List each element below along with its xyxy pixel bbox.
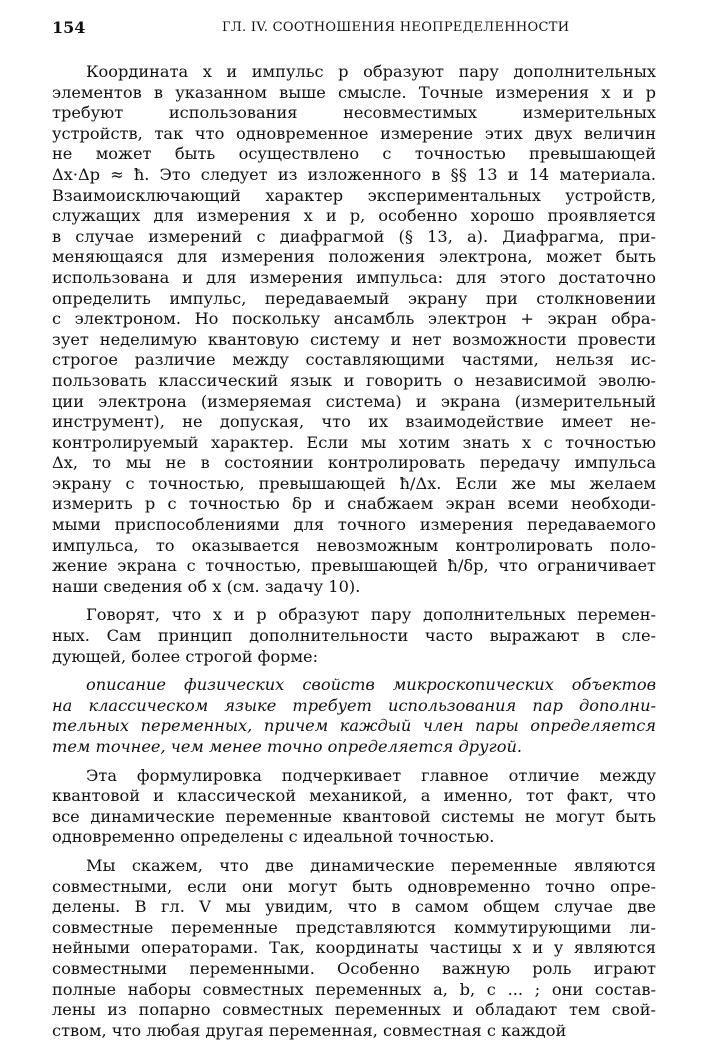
text-line: в случае измерений с диафрагмой (§ 13, а). Диафрагма, при-	[52, 226, 656, 246]
text-line: пользовать классический язык и говорить о независимой эволю-	[52, 370, 656, 390]
text-line: служащих для измерения x и p, особенно хорошо проявляется	[52, 206, 656, 226]
text-line: мыми приспособлениями для точного измерения передаваемого	[52, 515, 656, 535]
paragraph	[52, 605, 656, 667]
text-line: нейными операторами. Так, координаты частицы x и y являются	[52, 938, 656, 958]
text-line: использована и для измерения импульса: для этого достаточно	[52, 267, 656, 287]
page-header	[52, 18, 661, 40]
text-line: ством, что любая другая переменная, совместная с каждой	[52, 1020, 567, 1040]
text-line: определить импульс, передаваемый экрану при столкновении	[52, 288, 656, 308]
text-line: Эта формулировка подчеркивает главное отличие между	[86, 765, 656, 785]
text-line: Δx·Δp ≈ ħ. Это следует из изложенного в §§ 13 и 14 материала.	[52, 164, 656, 184]
text-line: совместными, если они могут быть одновременно точно опре-	[52, 876, 656, 896]
text-line: ции электрона (измеряемая система) и экрана (измерительный	[52, 391, 656, 411]
text-line: описание физических свойств микроскопических объектов	[86, 675, 656, 695]
paragraph-gap	[52, 848, 656, 856]
text-line: устройств, так что одновременное измерение этих двух величин	[52, 123, 656, 143]
text-line: жение экрана с точностью, превышающей ħ/δp, что ограничивает	[52, 556, 656, 576]
text-line: контролируемый характер. Если мы хотим знать x с точностью	[52, 432, 656, 452]
text-line: квантовой и классической механикой, а именно, тот факт, что	[52, 786, 656, 806]
text-line: с электроном. Но поскольку ансамбль электрон + экран обра-	[52, 309, 656, 329]
text-line: экрану с точностью, превышающей ħ/Δx. Если же мы желаем	[52, 473, 656, 493]
running-head: ГЛ. IV. СООТНОШЕНИЯ НЕОПРЕДЕЛЕННОСТИ	[222, 20, 570, 35]
text-line: требуют использования несовместимых измерительных	[52, 103, 656, 123]
text-line: делены. В гл. V мы увидим, что в самом общем случае две	[52, 897, 656, 917]
text-line: зует неделимую квантовую систему и нет возможности провести	[52, 329, 656, 349]
paragraph	[52, 856, 656, 1041]
text-line: совместными переменными. Особенно важную роль играют	[52, 958, 656, 978]
text-line: тем точнее, чем менее точно определяется другой.	[52, 737, 523, 756]
text-line: измерить p с точностью δp и снабжаем экран всеми необходи-	[52, 494, 656, 514]
text-line: совместные переменные представляются коммутирующими ли-	[52, 917, 656, 937]
text-line: Говорят, что x и p образуют пару дополнительных перемен-	[86, 605, 656, 625]
body-text	[52, 62, 656, 1041]
page-number: 154	[52, 18, 86, 37]
text-line: на классическом языке требует использования пар дополни-	[52, 695, 656, 715]
paragraph-gap	[52, 758, 656, 766]
text-line: Δx, то мы не в состоянии контролировать передачу импульса	[52, 453, 656, 473]
paragraph	[52, 766, 656, 848]
text-line: Мы скажем, что две динамические переменные являются	[86, 855, 656, 875]
text-line: все динамические переменные квантовой системы не могут быть	[52, 806, 656, 826]
text-line: строгое различие между составляющими частями, нельзя ис-	[52, 350, 656, 370]
text-line: не может быть осуществлено с точностью превышающей	[52, 144, 656, 164]
paragraph	[52, 675, 656, 757]
text-line: полные наборы совместных переменных a, b, c ... ; они состав-	[52, 979, 656, 999]
text-line: лены из попарно совместных переменных и обладают тем свой-	[52, 1000, 656, 1020]
text-line: ных. Сам принцип дополнительности часто выражают в сле-	[52, 626, 656, 646]
paragraph	[52, 62, 656, 597]
text-line: инструмент), не допуская, что их взаимодействие имеет не-	[52, 412, 656, 432]
text-line: одновременно определены с идеальной точностью.	[52, 827, 495, 847]
text-line: Координата x и импульс p образуют пару дополнительных	[86, 62, 656, 81]
text-line: Взаимоисключающий характер экспериментальных устройств,	[52, 185, 656, 205]
text-line: импульса, то оказывается невозможным контролировать поло-	[52, 535, 656, 555]
text-line: наши сведения об x (см. задачу 10).	[52, 576, 361, 596]
text-line: меняющаяся для измерения положения электрона, может быть	[52, 247, 656, 267]
text-line: дующей, более строгой форме:	[52, 646, 319, 666]
paragraph-gap	[52, 597, 656, 605]
text-line: тельных переменных, причем каждый член пары определяется	[52, 716, 656, 736]
text-line: элементов в указанном выше смысле. Точные измерения x и p	[52, 82, 656, 102]
paragraph-gap	[52, 667, 656, 675]
